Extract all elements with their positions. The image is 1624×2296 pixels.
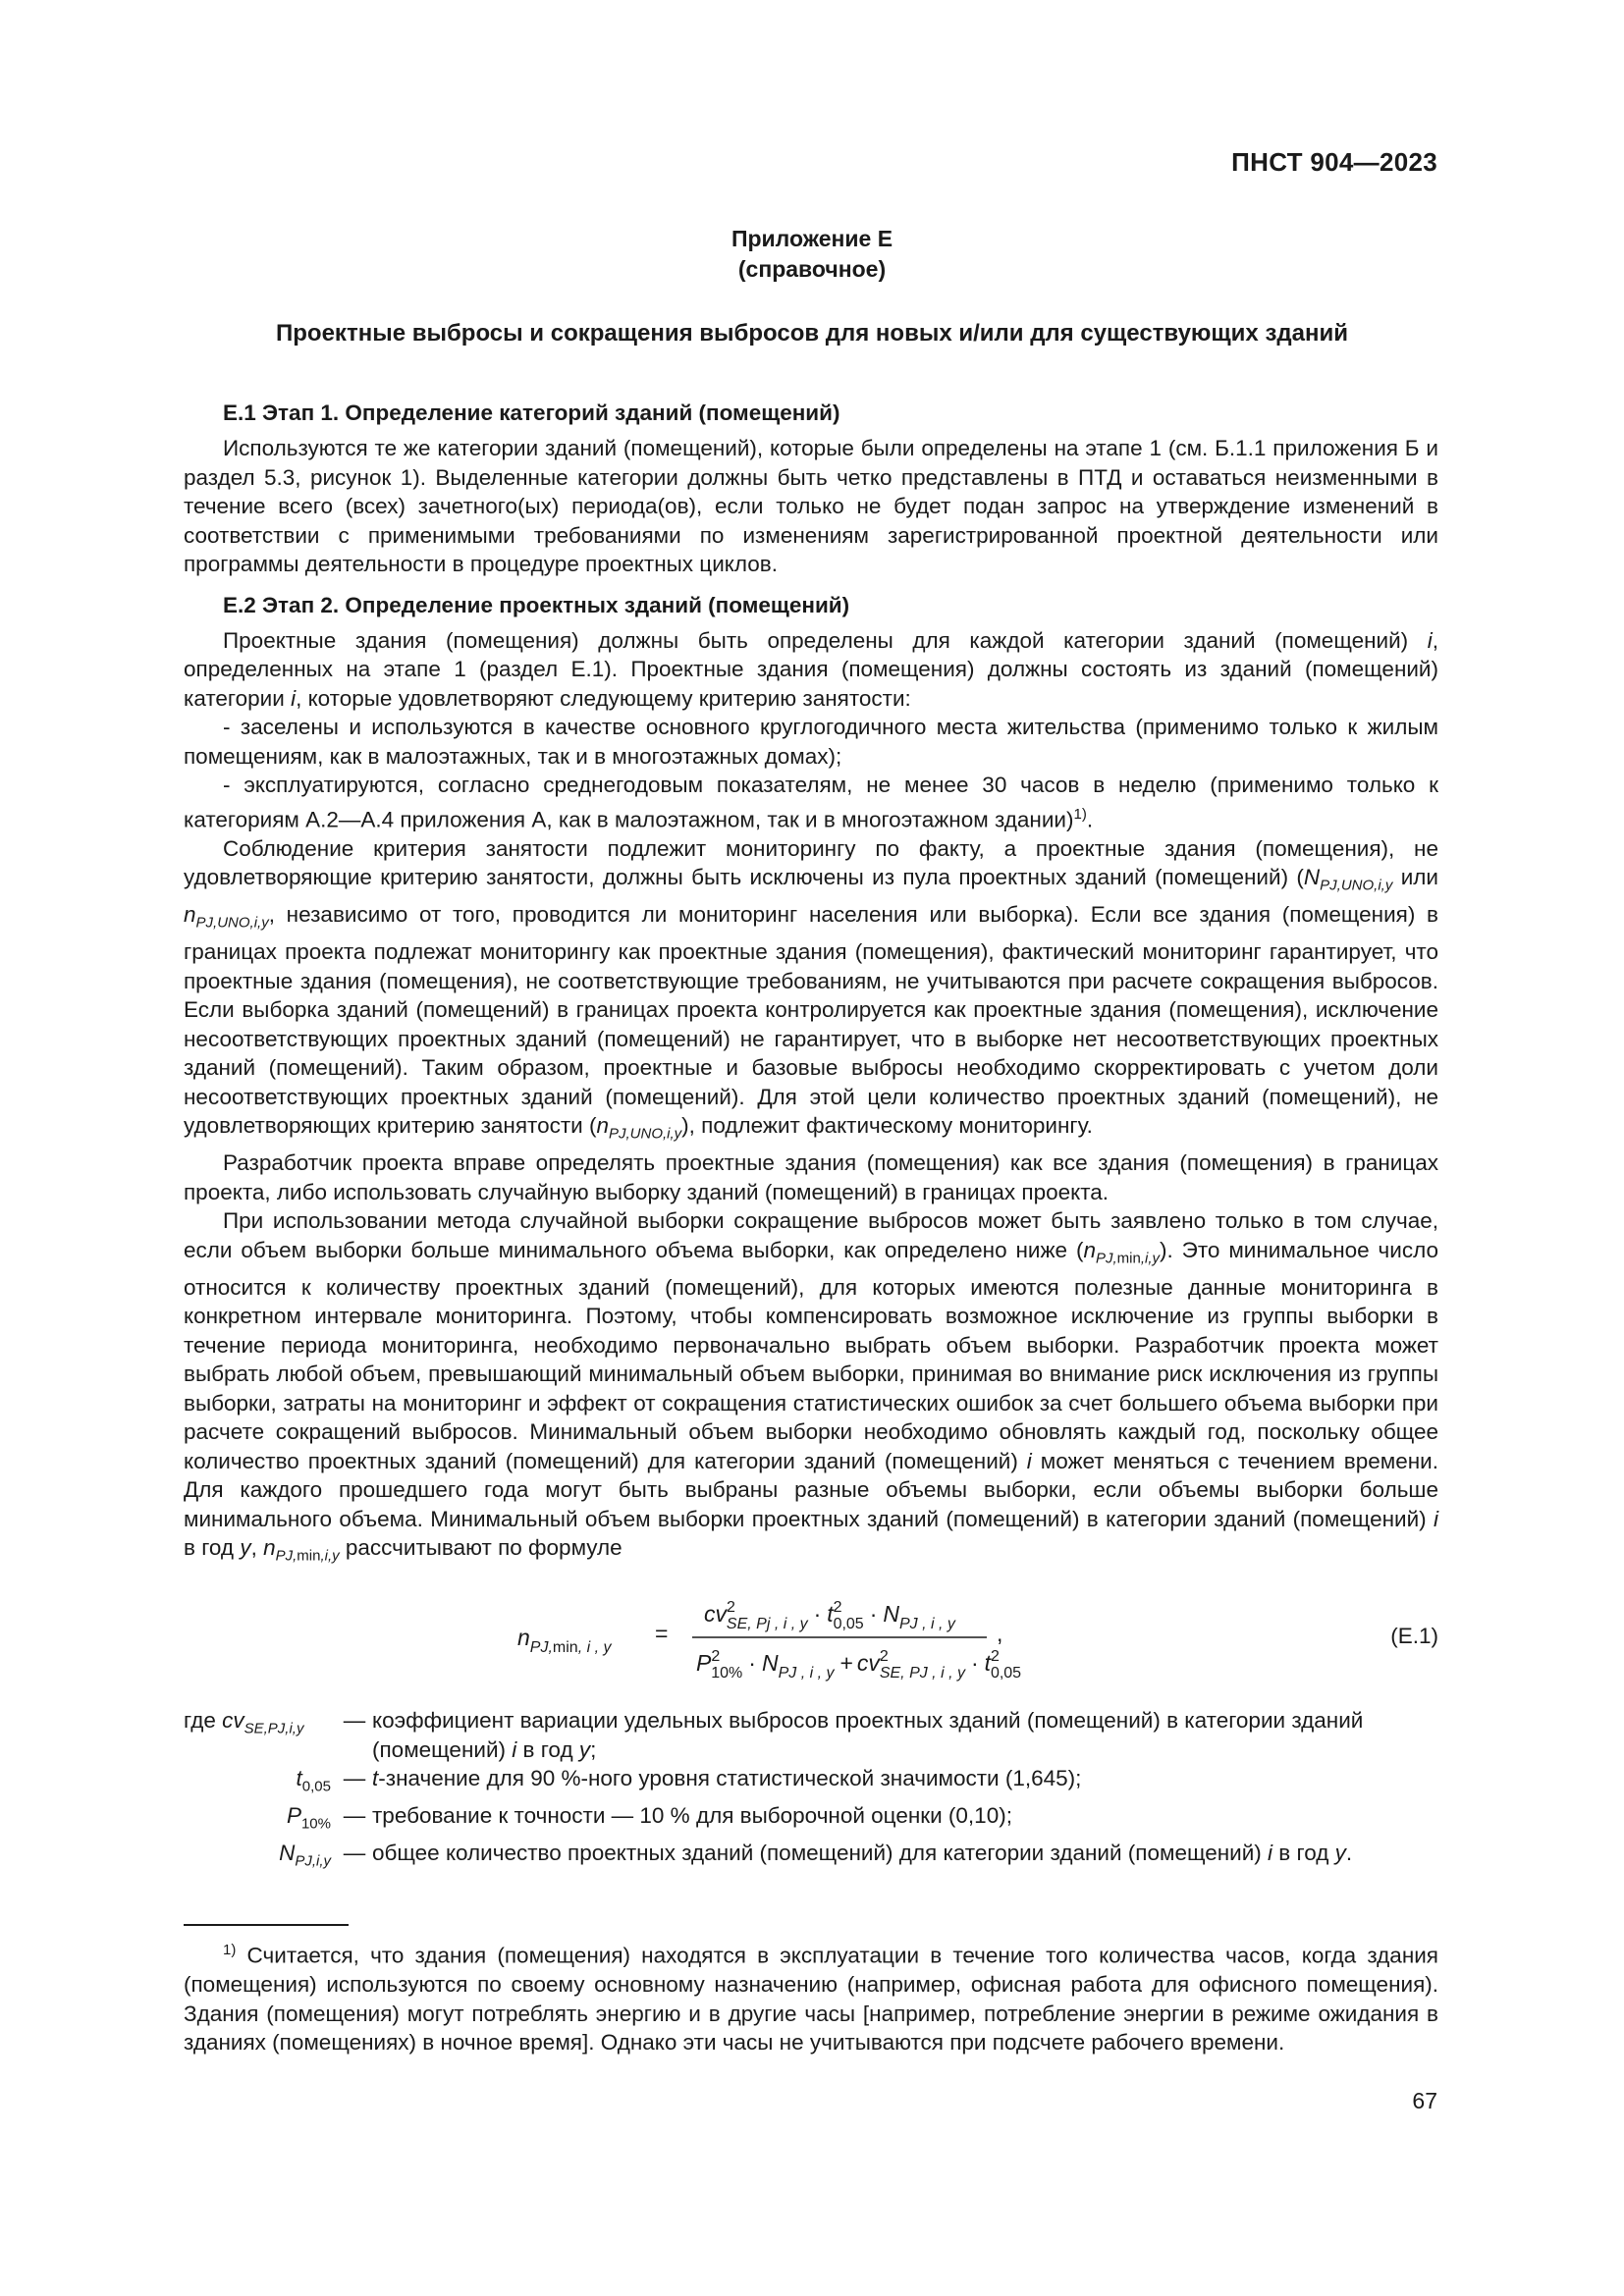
appendix-subtitle: (справочное) <box>737 256 887 282</box>
variable-definitions <box>184 1706 1438 1876</box>
sample-size-formula <box>517 1582 1067 1690</box>
section-e1-paragraph: Используются те же категории зданий (помещений), которые были определены на этапе 1 (см. Б.1.1 приложения Б и раздел 5.3, рисунок 1). Выделенные категории должны быть четко представлены в ПТД и оставаться неизменными в течение всего (всех) зачетного(ых) периода(ов), если только не будет подан запрос на утверждение изменений в соответствии с применимыми требованиями по изменениям зарегистрированной проектной деятельности или программы деятельности в процедуре проектных циклов. <box>184 436 1438 576</box>
formula-denominator: $P^2$ $10\% \cdot N_{PJ , i , y} + cv^2$ SE, PJ , i , $y \cdot t^2$ 0,05 <box>696 1648 1022 1682</box>
footnote-mark: 1) <box>223 1942 237 1958</box>
criterion-item-2: - эксплуатируются, согласно среднегодовым показателям, не менее 30 часов в неделю (применимо только к категориям А.2—А.4 приложения А, как в малоэтажном, так и в многоэтажном здании)$^{1)}$. <box>184 773 1438 831</box>
footnote-text: Считается, что здания (помещения) находятся в эксплуатации в течение того количества часов, когда здания (помещения) используются по своему основному назначению (например, офисная работа для офисного помещения). Здания (помещения) могут потреблять энергию и в другие часы [например, потребление энергии в режиме ожидания в зданиях (помещениях) в ночное время]. Однако эти часы не учитываются при подсчете рабочего времени. <box>184 1943 1438 2055</box>
section-e2-paragraph-3: Разработчик проекта вправе определять проектные здания (помещения) как все здания (помещения) в границах проекта, либо использовать случайную выборку зданий (помещений) в границах проекта. <box>184 1150 1438 1204</box>
formula-equals: = <box>655 1621 669 1646</box>
definition-row: где $cv_{SE,PJ,i,y}$ — коэффициент вариации удельных выбросов проектных зданий (помещений) в категории зданий (помещений) i в год y; <box>184 1708 1364 1762</box>
formula-comma: , <box>997 1621 1003 1646</box>
footnote-divider <box>184 1924 349 1926</box>
main-content <box>184 393 1438 1876</box>
formula-lhs: $n_{PJ,}\min$, i , y <box>517 1625 612 1656</box>
section-e2-paragraph-4: При использовании метода случайной выборки сокращение выбросов может быть заявлено только в том случае, если объем выборки больше минимального объема выборки, как определено ниже $(n_{PJ,min,i,y})$. Это минимальное число относится к количеству проектных зданий (помещений), для которых имеются полезные данные мониторинга в конкретном интервале мониторинга. Поэтому, чтобы компенсировать возможное исключение из группы выборки в течение периода мониторинга, необходимо первоначально выбрать объем выборки. Разработчик проекта может выбрать любой объем, превышающий минимальный объем выборки, принимая во внимание риск исключения из группы выборки, затраты на мониторинг и эффект от сокращения статистических ошибок за счет большего объема выборки при расчете сокращений выбросов. Минимальный объем выборки необходимо обновлять каждый год, поскольку общее количество проектных зданий (помещений) для категории зданий (помещений) i может меняться с течением времени. Для каждого прошедшего года могут быть выбраны разные объемы выборки, если объемы выборки больше минимального объема. Минимальный объем выборки проектных зданий (помещений) в категории зданий (помещений) i в год y, $n_{PJ,min,i,y}$ рассчитывают по формуле <box>184 1208 1439 1565</box>
criterion-item-1: - заселены и используются в качестве основного круглогодичного места жительства (применимо только к жилым помещениям, как в малоэтажных, так и в многоэтажных домах); <box>184 715 1438 769</box>
section-e2-paragraph-2: Соблюдение критерия занятости подлежит мониторингу по факту, а проектные здания (помещения), не удовлетворяющие критерию занятости, должны быть исключены из пула проектных зданий (помещений) ($N_{PJ,UNO,i,y}$ или $n_{PJ,UNO,i,y}$, независимо от того, проводится ли мониторинг населения или выборка). Если все здания (помещения) в границах проекта подлежат мониторингу как проектные здания (помещения), фактический мониторинг гарантирует, что проектные здания (помещения), не соответствующие требованиям, не учитываются при расчете сокращения выбросов. Если выборка зданий (помещений) в границах проекта контролируется как проектные здания (помещения), исключение несоответствующих проектных зданий (помещений) не гарантирует, что в выборке нет несоответствующих проектных зданий (помещений). Таким образом, проектные и базовые выбросы необходимо скорректировать с учетом доли несоответствующих проектных зданий (помещений). Для этой цели количество проектных зданий (помещений), не удовлетворяющих критерию занятости $(n_{PJ,UNO,i,y})$, подлежит фактическому мониторингу. <box>184 835 1438 1143</box>
footnote-ref: 1) <box>1073 805 1087 823</box>
section-e1-heading: Е.1 Этап 1. Определение категорий зданий (помещений) <box>223 400 840 425</box>
page-number: 67 <box>1412 2088 1437 2113</box>
formula-block <box>184 1582 1438 1690</box>
definition-row: $P_{10\%}$ — требование к точности — 10 % для выборочной оценки (0,10); <box>286 1803 1012 1833</box>
definition-row: $t_{0,05}$ — t-значение для 90 %-ного уровня статистической значимости (1,645); <box>296 1766 1082 1795</box>
document-id: ПНСТ 904—2023 <box>1231 147 1437 177</box>
equation-number: (Е.1) <box>1390 1624 1438 1648</box>
section-e2-heading: Е.2 Этап 2. Определение проектных зданий (помещений) <box>223 592 850 617</box>
appendix-title: Приложение Е <box>731 226 893 251</box>
formula-numerator: $cv^2$ SE, Pj , i , $y \cdot t^2$ $0,05 \cdot N_{PJ , i , y}$ <box>704 1599 955 1632</box>
section-e2-paragraph-1: Проектные здания (помещения) должны быть определены для каждой категории зданий (помещений) i, определенных на этапе 1 (раздел Е.1). Проектные здания (помещения) должны состоять из зданий (помещений) категории i, которые удовлетворяют следующему критерию занятости: <box>184 627 1438 711</box>
definition-row: $N_{PJ,i,y}$ — общее количество проектных зданий (помещений) для категории зданий (помещений) i в год y. <box>279 1841 1353 1870</box>
footnote <box>184 1936 1438 2057</box>
document-title: Проектные выбросы и сокращения выбросов для новых и/или для существующих зданий <box>276 320 1348 347</box>
appendix-heading <box>0 224 1624 285</box>
